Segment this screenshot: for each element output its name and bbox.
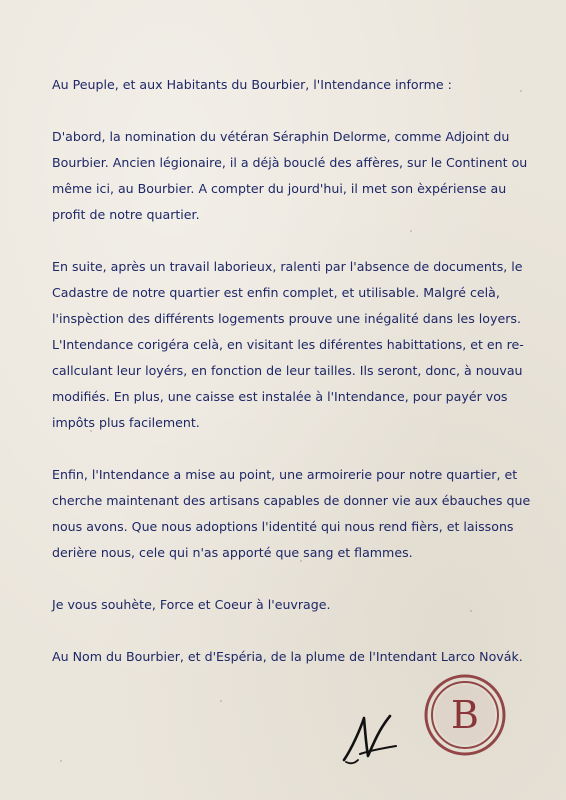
handwritten-signature xyxy=(338,710,398,770)
closing-line: Au Nom du Bourbier, et d'Espéria, de la plume de l'Intendant Larco Novák. xyxy=(52,649,523,664)
paragraph-armoirerie: Enfin, l'Intendance a mise au point, une armoirerie pour notre quartier, et cherche maintenant des artisans capables de donner vie aux ébauches que nous avons. Que nous adoptions l'identité qui nous rend fièrs, et laissons derière nous, cele qui n'as apporté que sang et flammes. xyxy=(52,467,531,560)
paragraph-cadastre: En suite, après un travail laborieux, ralenti par l'absence de documents, le Cadastre de notre quartier est enfin complet, et utilisable. Malgré celà, l'inspèction des différents logements prouve une inégalité dans les loyers. L'Intendance corigéra celà, en visitant les diférentes habittations, et en re-callculant leur loyérs, en fonction de leur tailles. Ils seront, donc, à nouvau modifiés. En plus, une caisse est instalée à l'Intendance, pour payér vos impôts plus facilement. xyxy=(52,259,524,430)
salutation: Au Peuple, et aux Habitants du Bourbier, l'Intendance informe : xyxy=(52,77,452,92)
wish-line: Je vous souhète, Force et Coeur à l'euvrage. xyxy=(52,597,331,612)
paragraph-nomination: D'abord, la nomination du vétéran Séraphin Delorme, comme Adjoint du Bourbier. Ancien légionaire, il a déjà bouclé des affères, sur le Continent ou même ici, au Bourbier. A compter du jourd'hui, il met son èxpériense au profit de notre quartier. xyxy=(52,129,528,222)
letter-body xyxy=(52,72,532,696)
wax-seal-b xyxy=(424,674,506,756)
seal-letter: B xyxy=(451,693,479,737)
